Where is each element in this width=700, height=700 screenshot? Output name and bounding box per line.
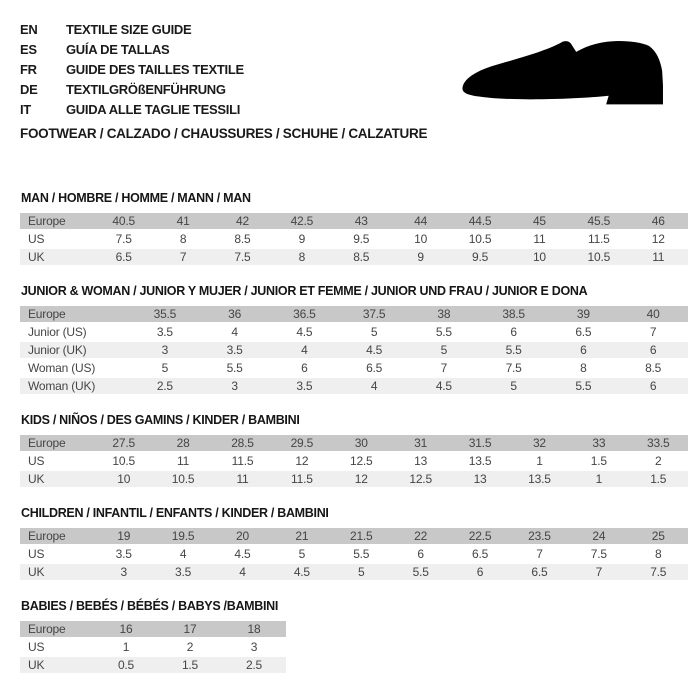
table-row bbox=[20, 621, 286, 637]
size-cell: 3 bbox=[222, 639, 286, 655]
language-list bbox=[20, 20, 244, 122]
size-cell: 1 bbox=[569, 471, 628, 487]
size-cell: 11.5 bbox=[569, 231, 628, 247]
size-cell: 4 bbox=[339, 378, 409, 394]
size-cell: 12.5 bbox=[332, 453, 391, 469]
size-cell: 13.5 bbox=[450, 453, 509, 469]
size-cell: 7.5 bbox=[629, 564, 688, 580]
size-cell: 5.5 bbox=[549, 378, 619, 394]
size-cell: 6 bbox=[450, 564, 509, 580]
row-label: Junior (UK) bbox=[20, 342, 130, 358]
row-label: Woman (UK) bbox=[20, 378, 130, 394]
size-cell: 10.5 bbox=[450, 231, 509, 247]
size-cell: 7 bbox=[510, 546, 569, 562]
size-cell: 13 bbox=[450, 471, 509, 487]
size-cell: 7 bbox=[569, 564, 628, 580]
size-cell: 1.5 bbox=[158, 657, 222, 673]
size-section-junior-woman bbox=[20, 284, 685, 396]
size-cell: 4 bbox=[213, 564, 272, 580]
page-header bbox=[20, 20, 685, 122]
size-cell: 43 bbox=[332, 213, 391, 229]
size-cell: 40 bbox=[618, 306, 688, 322]
section-title-man: MAN / HOMBRE / HOMME / MANN / MAN bbox=[21, 191, 251, 205]
size-section-children bbox=[20, 506, 685, 582]
size-section-babies bbox=[20, 599, 685, 675]
size-cell: 12 bbox=[629, 231, 688, 247]
size-cell: 29.5 bbox=[272, 435, 331, 451]
size-cell: 5 bbox=[332, 564, 391, 580]
size-cell: 44 bbox=[391, 213, 450, 229]
size-cell: 2 bbox=[158, 639, 222, 655]
size-cell: 7.5 bbox=[94, 231, 153, 247]
size-cell: 6.5 bbox=[450, 546, 509, 562]
row-label: US bbox=[20, 231, 94, 247]
dress-shoe-icon bbox=[460, 40, 665, 110]
size-cell: 12.5 bbox=[391, 471, 450, 487]
size-cell: 6.5 bbox=[510, 564, 569, 580]
size-cell: 25 bbox=[629, 528, 688, 544]
size-cell: 32 bbox=[510, 435, 569, 451]
size-cell: 1.5 bbox=[629, 471, 688, 487]
size-cell: 5 bbox=[272, 546, 331, 562]
size-cell: 36 bbox=[200, 306, 270, 322]
table-row bbox=[20, 471, 688, 487]
language-row bbox=[20, 62, 244, 82]
size-cell: 7 bbox=[153, 249, 212, 265]
size-cell: 4 bbox=[270, 342, 340, 358]
size-cell: 10 bbox=[94, 471, 153, 487]
size-cell: 22 bbox=[391, 528, 450, 544]
size-cell: 28.5 bbox=[213, 435, 272, 451]
row-label: Europe bbox=[20, 435, 94, 451]
size-cell: 8 bbox=[549, 360, 619, 376]
size-cell: 11.5 bbox=[272, 471, 331, 487]
size-cell: 3.5 bbox=[130, 324, 200, 340]
size-cell: 3.5 bbox=[94, 546, 153, 562]
size-cell: 3 bbox=[200, 378, 270, 394]
size-cell: 7.5 bbox=[479, 360, 549, 376]
table-row bbox=[20, 639, 286, 655]
language-row bbox=[20, 82, 244, 102]
size-cell: 0.5 bbox=[94, 657, 158, 673]
size-cell: 21 bbox=[272, 528, 331, 544]
size-cell: 33 bbox=[569, 435, 628, 451]
row-label: US bbox=[20, 639, 94, 655]
size-cell: 9.5 bbox=[332, 231, 391, 247]
size-cell: 10.5 bbox=[94, 453, 153, 469]
size-cell: 11 bbox=[629, 249, 688, 265]
language-label: GUIDE DES TAILLES TEXTILE bbox=[66, 62, 244, 77]
language-code: FR bbox=[20, 62, 37, 77]
language-row bbox=[20, 22, 244, 42]
size-cell: 41 bbox=[153, 213, 212, 229]
table-row bbox=[20, 546, 688, 562]
language-label: GUIDA ALLE TAGLIE TESSILI bbox=[66, 102, 241, 117]
size-cell: 10 bbox=[391, 231, 450, 247]
language-code: EN bbox=[20, 22, 38, 37]
size-cell: 2 bbox=[629, 453, 688, 469]
size-cell: 5.5 bbox=[332, 546, 391, 562]
size-table-junior-woman bbox=[20, 304, 688, 396]
size-cell: 11 bbox=[510, 231, 569, 247]
size-cell: 39 bbox=[549, 306, 619, 322]
size-cell: 7.5 bbox=[569, 546, 628, 562]
table-row bbox=[20, 306, 688, 322]
size-cell: 38 bbox=[409, 306, 479, 322]
size-cell: 6 bbox=[270, 360, 340, 376]
table-row bbox=[20, 528, 688, 544]
size-cell: 10 bbox=[510, 249, 569, 265]
section-title-kids: KIDS / NIÑOS / DES GAMINS / KINDER / BAMBINI bbox=[21, 413, 300, 427]
table-row bbox=[20, 657, 286, 673]
category-title: FOOTWEAR / CALZADO / CHAUSSURES / SCHUHE / CALZATURE bbox=[20, 126, 428, 141]
size-cell: 5 bbox=[409, 342, 479, 358]
size-cell: 44.5 bbox=[450, 213, 509, 229]
row-label: Europe bbox=[20, 213, 94, 229]
size-cell: 27.5 bbox=[94, 435, 153, 451]
size-cell: 9 bbox=[391, 249, 450, 265]
row-label: US bbox=[20, 546, 94, 562]
row-label: UK bbox=[20, 564, 94, 580]
size-cell: 11 bbox=[153, 453, 212, 469]
size-cell: 4.5 bbox=[272, 564, 331, 580]
size-cell: 5.5 bbox=[479, 342, 549, 358]
row-label: UK bbox=[20, 657, 94, 673]
language-row bbox=[20, 102, 244, 122]
size-cell: 19 bbox=[94, 528, 153, 544]
size-cell: 8 bbox=[629, 546, 688, 562]
size-cell: 42.5 bbox=[272, 213, 331, 229]
table-row bbox=[20, 564, 688, 580]
size-cell: 5.5 bbox=[391, 564, 450, 580]
language-code: DE bbox=[20, 82, 38, 97]
size-cell: 7.5 bbox=[213, 249, 272, 265]
size-table-man bbox=[20, 211, 688, 267]
size-cell: 6 bbox=[479, 324, 549, 340]
size-cell: 1.5 bbox=[569, 453, 628, 469]
size-cell: 13.5 bbox=[510, 471, 569, 487]
size-cell: 46 bbox=[629, 213, 688, 229]
size-cell: 1 bbox=[510, 453, 569, 469]
table-row bbox=[20, 435, 688, 451]
row-label: Europe bbox=[20, 306, 130, 322]
size-table-kids bbox=[20, 433, 688, 489]
size-cell: 11 bbox=[213, 471, 272, 487]
table-row bbox=[20, 360, 688, 376]
language-label: TEXTILGRÖßENFÜHRUNG bbox=[66, 82, 226, 97]
size-cell: 31 bbox=[391, 435, 450, 451]
table-row bbox=[20, 324, 688, 340]
size-cell: 45 bbox=[510, 213, 569, 229]
size-cell: 4 bbox=[153, 546, 212, 562]
table-row bbox=[20, 342, 688, 358]
size-cell: 5.5 bbox=[409, 324, 479, 340]
size-cell: 19.5 bbox=[153, 528, 212, 544]
size-cell: 16 bbox=[94, 621, 158, 637]
size-cell: 23.5 bbox=[510, 528, 569, 544]
size-cell: 3.5 bbox=[153, 564, 212, 580]
size-cell: 10.5 bbox=[153, 471, 212, 487]
size-cell: 6.5 bbox=[94, 249, 153, 265]
size-cell: 42 bbox=[213, 213, 272, 229]
size-cell: 6 bbox=[391, 546, 450, 562]
size-cell: 4.5 bbox=[270, 324, 340, 340]
size-section-man bbox=[20, 191, 685, 267]
row-label: Europe bbox=[20, 621, 94, 637]
size-cell: 6.5 bbox=[549, 324, 619, 340]
size-cell: 35.5 bbox=[130, 306, 200, 322]
size-cell: 4 bbox=[200, 324, 270, 340]
size-cell: 9.5 bbox=[450, 249, 509, 265]
size-cell: 37.5 bbox=[339, 306, 409, 322]
language-label: GUÍA DE TALLAS bbox=[66, 42, 170, 57]
size-cell: 31.5 bbox=[450, 435, 509, 451]
size-cell: 36.5 bbox=[270, 306, 340, 322]
language-code: IT bbox=[20, 102, 31, 117]
size-cell: 22.5 bbox=[450, 528, 509, 544]
size-cell: 4.5 bbox=[339, 342, 409, 358]
size-cell: 17 bbox=[158, 621, 222, 637]
table-row bbox=[20, 453, 688, 469]
size-cell: 20 bbox=[213, 528, 272, 544]
size-cell: 38.5 bbox=[479, 306, 549, 322]
size-cell: 18 bbox=[222, 621, 286, 637]
size-cell: 10.5 bbox=[569, 249, 628, 265]
row-label: US bbox=[20, 453, 94, 469]
size-cell: 6 bbox=[618, 378, 688, 394]
size-cell: 1 bbox=[94, 639, 158, 655]
size-cell: 11.5 bbox=[213, 453, 272, 469]
size-cell: 5 bbox=[339, 324, 409, 340]
size-cell: 45.5 bbox=[569, 213, 628, 229]
table-row bbox=[20, 231, 688, 247]
size-cell: 9 bbox=[272, 231, 331, 247]
size-cell: 28 bbox=[153, 435, 212, 451]
size-cell: 7 bbox=[409, 360, 479, 376]
size-tables bbox=[20, 191, 685, 675]
size-cell: 6.5 bbox=[339, 360, 409, 376]
size-cell: 33.5 bbox=[629, 435, 688, 451]
size-cell: 2.5 bbox=[130, 378, 200, 394]
size-cell: 40.5 bbox=[94, 213, 153, 229]
size-cell: 4.5 bbox=[213, 546, 272, 562]
size-cell: 8.5 bbox=[618, 360, 688, 376]
size-cell: 3.5 bbox=[270, 378, 340, 394]
size-cell: 21.5 bbox=[332, 528, 391, 544]
size-cell: 5 bbox=[479, 378, 549, 394]
row-label: Europe bbox=[20, 528, 94, 544]
size-cell: 2.5 bbox=[222, 657, 286, 673]
size-cell: 6 bbox=[549, 342, 619, 358]
size-cell: 5 bbox=[130, 360, 200, 376]
size-cell: 24 bbox=[569, 528, 628, 544]
size-section-kids bbox=[20, 413, 685, 489]
size-cell: 8 bbox=[153, 231, 212, 247]
row-label: UK bbox=[20, 471, 94, 487]
table-row bbox=[20, 249, 688, 265]
size-cell: 13 bbox=[391, 453, 450, 469]
language-code: ES bbox=[20, 42, 37, 57]
size-cell: 8.5 bbox=[332, 249, 391, 265]
size-cell: 12 bbox=[332, 471, 391, 487]
size-cell: 3 bbox=[94, 564, 153, 580]
size-cell: 30 bbox=[332, 435, 391, 451]
section-title-children: CHILDREN / INFANTIL / ENFANTS / KINDER / BAMBINI bbox=[21, 506, 329, 520]
row-label: Woman (US) bbox=[20, 360, 130, 376]
section-title-babies: BABIES / BEBÉS / BÉBÉS / BABYS /BAMBINI bbox=[21, 599, 279, 613]
size-cell: 3 bbox=[130, 342, 200, 358]
size-cell: 6 bbox=[618, 342, 688, 358]
language-row bbox=[20, 42, 244, 62]
size-cell: 5.5 bbox=[200, 360, 270, 376]
size-cell: 7 bbox=[618, 324, 688, 340]
table-row bbox=[20, 378, 688, 394]
section-title-junior-woman: JUNIOR & WOMAN / JUNIOR Y MUJER / JUNIOR ET FEMME / JUNIOR UND FRAU / JUNIOR E DONA bbox=[21, 284, 588, 298]
language-label: TEXTILE SIZE GUIDE bbox=[66, 22, 192, 37]
size-cell: 12 bbox=[272, 453, 331, 469]
size-table-children bbox=[20, 526, 688, 582]
size-cell: 4.5 bbox=[409, 378, 479, 394]
size-cell: 3.5 bbox=[200, 342, 270, 358]
row-label: UK bbox=[20, 249, 94, 265]
size-cell: 8 bbox=[272, 249, 331, 265]
row-label: Junior (US) bbox=[20, 324, 130, 340]
size-table-babies bbox=[20, 619, 286, 675]
table-row bbox=[20, 213, 688, 229]
size-cell: 8.5 bbox=[213, 231, 272, 247]
